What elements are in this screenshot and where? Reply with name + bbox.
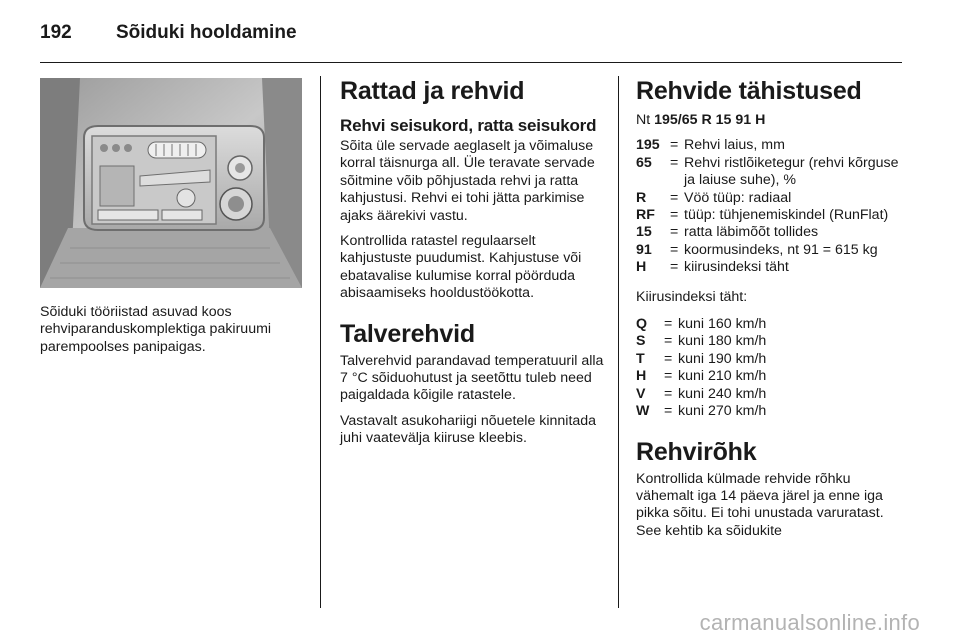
code: R	[636, 189, 647, 206]
description: kuni 190 km/h	[678, 350, 767, 367]
code: V	[636, 385, 646, 402]
code: 65	[636, 154, 652, 171]
equals-sign: =	[670, 189, 679, 206]
example-code: 195/65 R 15 91 H	[654, 112, 766, 128]
description: kuni 210 km/h	[678, 368, 767, 385]
winter-paragraph-2: Vastavalt asukohariigi nõuetele kinnitada juhi vaatevälja kiiruse kleebis.	[340, 412, 597, 447]
code: Q	[636, 316, 648, 333]
column-divider-2	[618, 76, 619, 608]
speed-index-intro: Kiirusindeksi täht:	[636, 288, 748, 305]
equals-sign: =	[664, 385, 673, 402]
chapter-title: Sõiduki hooldamine	[116, 22, 297, 43]
tool-storage-illustration	[40, 78, 302, 288]
definition-row	[636, 207, 904, 224]
equals-sign: =	[670, 241, 679, 258]
description: kuni 180 km/h	[678, 333, 767, 350]
pressure-paragraph: Kontrollida külmade rehvide rõhku vähemalt iga 14 päeva järel ja enne iga pikka sõitu. Ei tohi unustada varuratast. See kehtib ka sõidukite	[636, 470, 884, 539]
page-number: 192	[40, 22, 72, 43]
section-title-winter-tyres: Talverehvid	[340, 319, 475, 348]
description: kuni 270 km/h	[678, 403, 767, 420]
description: kuni 160 km/h	[678, 316, 767, 333]
watermark-text: carmanualsonline.info	[699, 610, 920, 635]
page-header	[40, 18, 297, 48]
code: H	[636, 259, 647, 276]
description: Rehvi ristlõiketegur (rehvi kõrguse ja laiuse suhe), %	[684, 154, 899, 189]
equals-sign: =	[670, 259, 679, 276]
winter-paragraph-1: Talverehvid parandavad temperatuuril alla 7 °C sõiduohutust ja seetõttu tuleb need paigaldada kõigile ratastele.	[340, 352, 604, 404]
definition-row	[636, 137, 904, 154]
speed-row	[636, 351, 904, 368]
description: koormusindeks, nt 91 = 615 kg	[684, 241, 878, 258]
right-column	[636, 76, 904, 548]
equals-sign: =	[670, 207, 679, 224]
definition-row	[636, 190, 904, 207]
condition-paragraph-1: Sõita üle servade aeglaselt ja võimaluse korral täisnurga all. Üle teravate servade sõitmine võib põhjustada rehvi ja ratta kahjustusi. Rehvi ei tohi jätta parkimise ajaks äärekivi vastu.	[340, 138, 595, 224]
header-rule	[40, 62, 902, 63]
tool-storage-photo	[40, 78, 302, 288]
speed-row	[636, 386, 904, 403]
equals-sign: =	[670, 224, 679, 241]
code: 15	[636, 224, 652, 241]
example-prefix: Nt	[636, 112, 651, 128]
description: Vöö tüüp: radiaal	[684, 189, 792, 206]
equals-sign: =	[664, 350, 673, 367]
speed-row	[636, 403, 904, 420]
code: T	[636, 350, 645, 367]
description: kiirusindeksi täht	[684, 259, 789, 276]
code: RF	[636, 207, 655, 224]
equals-sign: =	[664, 368, 673, 385]
code: 91	[636, 241, 652, 258]
condition-paragraph-2: Kontrollida ratastel regulaarselt kahjustuste puudumist. Kahjustuse või ebatavalise kulumise korral pöörduda abisaamiseks hooldustöökotta.	[340, 233, 582, 302]
description: kuni 240 km/h	[678, 385, 767, 402]
equals-sign: =	[664, 333, 673, 350]
equals-sign: =	[670, 154, 679, 171]
middle-column	[340, 76, 608, 456]
subheading-condition: Rehvi seisukord, ratta seisukord	[340, 116, 597, 135]
designation-example	[636, 112, 904, 129]
photo-caption: Sõiduki tööriistad asuvad koos rehviparanduskomplektiga pakiruumi parempoolses panipaigas.	[40, 304, 272, 355]
equals-sign: =	[664, 316, 673, 333]
left-column	[40, 304, 308, 364]
code: S	[636, 333, 646, 350]
speed-row	[636, 368, 904, 385]
code: 195	[636, 137, 660, 154]
speed-index-list	[636, 316, 904, 420]
speed-row	[636, 316, 904, 333]
description: Rehvi laius, mm	[684, 137, 785, 154]
definition-row	[636, 224, 904, 241]
section-title-wheels-tyres: Rattad ja rehvid	[340, 77, 525, 105]
definition-row	[636, 155, 904, 190]
section-title-tyre-pressure: Rehvirõhk	[636, 437, 757, 466]
definition-row	[636, 242, 904, 259]
definition-row	[636, 259, 904, 276]
equals-sign: =	[664, 403, 673, 420]
equals-sign: =	[670, 137, 679, 154]
section-title-tyre-designations: Rehvide tähistused	[636, 77, 862, 105]
code: H	[636, 368, 647, 385]
code: W	[636, 403, 650, 420]
description: tüüp: tühjenemiskindel (RunFlat)	[684, 207, 889, 224]
column-divider-1	[320, 76, 321, 608]
description: ratta läbimõõt tollides	[684, 224, 819, 241]
speed-row	[636, 333, 904, 350]
designation-list	[636, 137, 904, 276]
